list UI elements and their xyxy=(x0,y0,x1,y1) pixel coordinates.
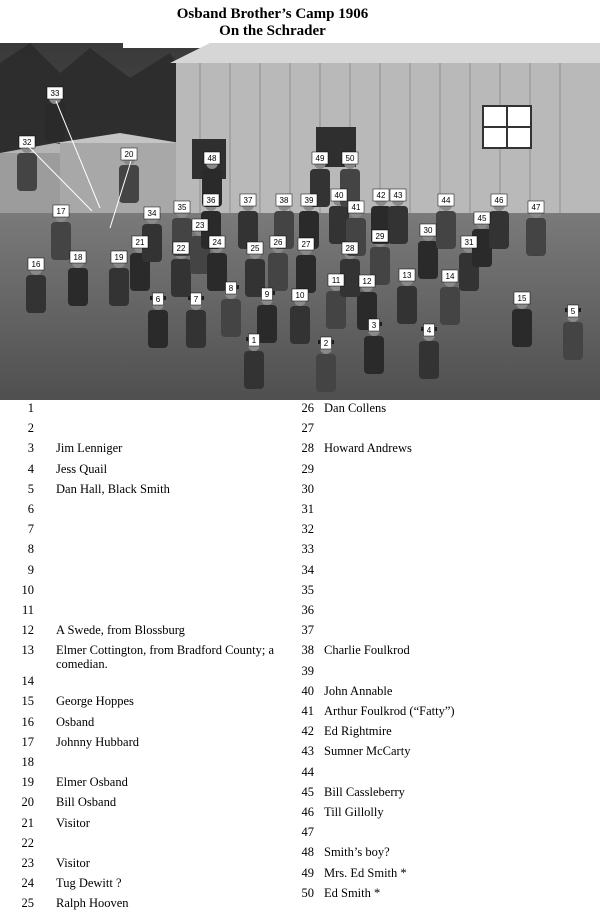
title-line-2: On the Schrader xyxy=(219,23,326,39)
svg-text:14: 14 xyxy=(445,272,455,281)
list-item-number: 1 xyxy=(27,401,34,415)
svg-text:24: 24 xyxy=(212,238,222,247)
list-item-number: 46 xyxy=(301,805,314,819)
svg-text:2: 2 xyxy=(323,339,329,348)
svg-text:43: 43 xyxy=(393,191,403,200)
list-item-name: Visitor xyxy=(56,855,90,870)
list-item-number: 14 xyxy=(21,674,34,689)
list-item-name: Till Gillolly xyxy=(324,805,384,819)
svg-text:44: 44 xyxy=(441,196,451,205)
svg-text:5: 5 xyxy=(570,307,576,316)
svg-text:12: 12 xyxy=(362,277,372,286)
photo-number-label xyxy=(111,251,127,263)
photo-number-label xyxy=(372,230,388,242)
group-photograph xyxy=(0,43,600,423)
list-item-name: Elmer Cottington, from Bradford County; a comedian. xyxy=(56,643,275,672)
svg-text:32: 32 xyxy=(22,138,32,147)
svg-text:18: 18 xyxy=(73,253,83,262)
list-item-number: 33 xyxy=(301,542,314,557)
list-item-name: Osband xyxy=(56,714,95,729)
list-item-number: 18 xyxy=(21,754,34,769)
list-item-number: 47 xyxy=(301,825,314,840)
photo-number-label xyxy=(247,242,263,254)
svg-text:29: 29 xyxy=(375,232,385,241)
list-item-number: 26 xyxy=(301,401,314,415)
list-item-number: 17 xyxy=(21,734,34,749)
list-item-number: 49 xyxy=(301,865,314,880)
photo-number-label xyxy=(28,258,44,270)
photo-number-label xyxy=(301,194,317,206)
svg-text:33: 33 xyxy=(50,89,60,98)
list-item-name: Ralph Hooven xyxy=(56,896,129,911)
list-item-number: 50 xyxy=(301,885,314,900)
photo-number-label xyxy=(321,337,332,349)
photo-number-label xyxy=(399,269,415,281)
list-item-number: 27 xyxy=(301,421,314,436)
list-item-number: 21 xyxy=(21,815,34,830)
svg-text:13: 13 xyxy=(402,271,412,280)
svg-text:34: 34 xyxy=(147,209,157,218)
svg-text:6: 6 xyxy=(155,295,161,304)
list-item-number: 8 xyxy=(27,542,34,557)
list-item-name: Charlie Foulkrod xyxy=(324,643,410,658)
list-item-name: Jim Lenniger xyxy=(56,441,123,456)
list-item-number: 43 xyxy=(301,744,314,759)
photo-number-label xyxy=(174,201,190,213)
photo-number-label xyxy=(262,288,273,300)
svg-text:40: 40 xyxy=(334,191,344,200)
svg-text:20: 20 xyxy=(124,150,134,159)
title-line-1: Osband Brother’s Camp 1906 xyxy=(176,6,369,22)
photo-number-label xyxy=(249,334,260,346)
photo-number-label xyxy=(276,194,292,206)
photo-number-label xyxy=(438,194,454,206)
list-item-name: Visitor xyxy=(56,815,90,830)
list-item-number: 20 xyxy=(21,795,34,810)
photo-number-label xyxy=(144,207,160,219)
photo-number-label xyxy=(240,194,256,206)
list-item-name: Ed Smith * xyxy=(324,885,381,900)
svg-text:36: 36 xyxy=(206,196,216,205)
list-item-number: 16 xyxy=(21,714,34,729)
photo-number-label xyxy=(19,136,35,148)
photo-number-label xyxy=(70,251,86,263)
list-item-name: Jess Quail xyxy=(56,461,108,476)
list-item-number: 31 xyxy=(301,502,314,516)
svg-text:17: 17 xyxy=(56,207,66,216)
photo-number-label xyxy=(424,324,435,336)
svg-text:47: 47 xyxy=(531,203,541,212)
photo-number-label xyxy=(209,236,225,248)
photo-number-label xyxy=(420,224,436,236)
svg-text:30: 30 xyxy=(423,226,433,235)
list-item-name: Bill Osband xyxy=(56,795,117,810)
list-item-number: 36 xyxy=(301,603,314,617)
list-item-number: 6 xyxy=(27,502,34,516)
svg-text:46: 46 xyxy=(494,196,504,205)
photo-number-label xyxy=(514,292,530,304)
photo-number-label xyxy=(474,212,490,224)
list-item-number: 3 xyxy=(27,441,34,456)
list-item-number: 4 xyxy=(27,461,34,476)
list-item-number: 22 xyxy=(21,835,34,850)
photo-number-label xyxy=(528,201,544,213)
list-item-name: Bill Cassleberry xyxy=(324,784,405,799)
list-item-number: 10 xyxy=(21,582,34,597)
svg-text:8: 8 xyxy=(228,284,234,293)
list-item-number: 9 xyxy=(27,562,34,577)
photo-number-label xyxy=(226,282,237,294)
photo-number-label xyxy=(390,189,406,201)
list-item-number: 24 xyxy=(21,876,34,891)
photo-number-label xyxy=(369,319,380,331)
list-item-name: George Hoppes xyxy=(56,694,134,709)
photo-number-label xyxy=(153,293,164,305)
svg-text:27: 27 xyxy=(301,240,311,249)
list-item-name: Smith’s boy? xyxy=(324,845,390,860)
svg-text:10: 10 xyxy=(295,291,305,300)
list-item-name: Dan Collens xyxy=(324,401,387,415)
photo-number-label xyxy=(204,152,220,164)
list-item-number: 42 xyxy=(301,724,314,739)
list-item-name: A Swede, from Blossburg xyxy=(56,623,185,638)
photo-number-label xyxy=(298,238,314,250)
svg-text:49: 49 xyxy=(315,154,325,163)
svg-text:50: 50 xyxy=(345,154,355,163)
list-item-number: 7 xyxy=(27,522,34,537)
svg-text:9: 9 xyxy=(264,290,270,299)
list-item-name: John Annable xyxy=(324,683,393,698)
list-item-number: 12 xyxy=(21,623,34,638)
svg-text:1: 1 xyxy=(251,336,257,345)
list-item-number: 35 xyxy=(301,582,314,597)
svg-text:48: 48 xyxy=(207,154,217,163)
svg-text:16: 16 xyxy=(31,260,41,269)
svg-text:45: 45 xyxy=(477,214,487,223)
photo-number-label xyxy=(53,205,69,217)
svg-text:26: 26 xyxy=(273,238,283,247)
list-item-name: Johnny Hubbard xyxy=(56,734,139,749)
list-item-number: 44 xyxy=(301,764,314,779)
page-title xyxy=(0,6,545,40)
svg-text:42: 42 xyxy=(376,191,386,200)
photo-number-label xyxy=(312,152,328,164)
list-item-number: 19 xyxy=(21,775,34,790)
svg-text:22: 22 xyxy=(176,244,186,253)
photo-number-label xyxy=(270,236,286,248)
photo-number-label xyxy=(348,201,364,213)
list-item-name: Howard Andrews xyxy=(324,441,412,456)
list-item-number: 23 xyxy=(21,855,34,870)
svg-text:21: 21 xyxy=(135,238,145,247)
photo-number-label xyxy=(331,189,347,201)
photo-number-label xyxy=(461,236,477,248)
photo-canvas xyxy=(0,43,600,423)
list-item-name: Mrs. Ed Smith * xyxy=(324,865,407,880)
list-item-name: Tug Dewitt ? xyxy=(56,876,122,891)
svg-text:23: 23 xyxy=(195,221,205,230)
names-list xyxy=(0,400,600,917)
photo-number-label xyxy=(359,275,375,287)
list-item-number: 39 xyxy=(301,663,314,678)
photo-number-label xyxy=(442,270,458,282)
photo-number-label xyxy=(373,189,389,201)
svg-text:41: 41 xyxy=(351,203,361,212)
list-item-name: Dan Hall, Black Smith xyxy=(56,481,170,496)
svg-text:28: 28 xyxy=(345,244,355,253)
svg-text:7: 7 xyxy=(193,295,199,304)
photo-number-label xyxy=(568,305,579,317)
photo-number-label xyxy=(342,152,358,164)
photo-number-label xyxy=(47,87,63,99)
list-item-number: 34 xyxy=(301,562,314,577)
list-item-number: 32 xyxy=(301,522,314,537)
svg-text:35: 35 xyxy=(177,203,187,212)
photo-number-label xyxy=(192,219,208,231)
svg-text:25: 25 xyxy=(250,244,260,253)
list-item-number: 13 xyxy=(21,643,34,658)
svg-text:3: 3 xyxy=(371,321,377,330)
list-item-name: Arthur Foulkrod (“Fatty”) xyxy=(324,704,455,718)
photo-number-label xyxy=(191,293,202,305)
svg-text:31: 31 xyxy=(464,238,474,247)
photo-number-label xyxy=(121,148,137,160)
photo-number-label xyxy=(491,194,507,206)
list-item-number: 15 xyxy=(21,694,34,709)
svg-text:39: 39 xyxy=(304,196,314,205)
photo-number-label xyxy=(173,242,189,254)
photo-number-label xyxy=(132,236,148,248)
list-item-name: Sumner McCarty xyxy=(324,744,411,759)
list-item-number: 41 xyxy=(301,704,314,718)
list-item-number: 25 xyxy=(21,896,34,911)
list-item-number: 2 xyxy=(27,421,34,436)
svg-text:11: 11 xyxy=(331,276,341,285)
list-item-number: 28 xyxy=(301,441,314,456)
svg-text:4: 4 xyxy=(426,326,432,335)
list-item-number: 11 xyxy=(21,603,34,617)
list-item-number: 29 xyxy=(301,461,314,476)
svg-text:15: 15 xyxy=(517,294,527,303)
photo-number-label xyxy=(292,289,308,301)
list-item-number: 5 xyxy=(27,481,34,496)
photo-number-label xyxy=(328,274,344,286)
list-item-number: 37 xyxy=(301,623,314,638)
svg-text:37: 37 xyxy=(243,196,253,205)
list-item-number: 48 xyxy=(301,845,314,860)
svg-text:19: 19 xyxy=(114,253,124,262)
list-item-name: Ed Rightmire xyxy=(324,724,392,739)
photo-number-label xyxy=(342,242,358,254)
list-item-number: 38 xyxy=(301,643,314,658)
photo-number-label xyxy=(203,194,219,206)
svg-text:38: 38 xyxy=(279,196,289,205)
list-item-number: 40 xyxy=(301,683,314,698)
list-item-number: 30 xyxy=(301,481,314,496)
list-item-name: Elmer Osband xyxy=(56,775,128,790)
list-item-number: 45 xyxy=(301,784,314,799)
